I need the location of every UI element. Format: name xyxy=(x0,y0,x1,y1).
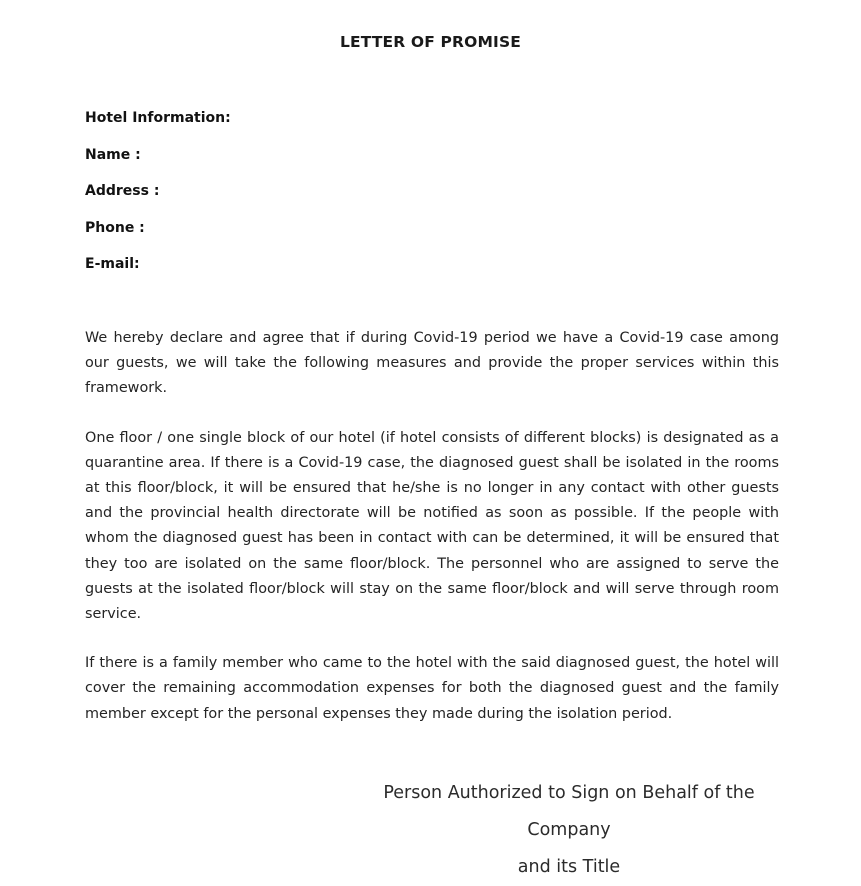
hotel-name-label: Name : xyxy=(85,146,141,163)
body-paragraph: One floor / one single block of our hotel (if hotel consists of different blocks) is designated as a quarantine area. If there is a Covid-19 case, the diagnosed guest shall be isolated in the rooms at this floor/block, it will be ensured that he/she is no longer in any contact with other guests and the provincial health directorate will be notified as soon as possible. If the people with whom the diagnosed guest has been in contact with can be determined, it will be ensured that they too are isolated on the same floor/block. The personnel who are assigned to serve the guests at the isolated floor/block will stay on the same floor/block and will serve through room service. xyxy=(85,429,779,623)
hotel-information-heading: Hotel Information: xyxy=(85,110,231,126)
hotel-phone-label: Phone : xyxy=(85,219,145,236)
body-paragraph: If there is a family member who came to the hotel with the said diagnosed guest, the hotel will cover the remaining accommodation expenses for both the diagnosed guest and the family member except for the personal expenses they made during the isolation period. xyxy=(85,655,779,722)
signature-block xyxy=(357,775,781,886)
body-paragraph: We hereby declare and agree that if during Covid-19 period we have a Covid-19 case among our guests, we will take the following measures and provide the proper services within this framework. xyxy=(85,330,779,397)
hotel-email-label: E-mail: xyxy=(85,256,140,272)
document-body xyxy=(85,326,779,727)
hotel-address-label: Address : xyxy=(85,183,160,199)
hotel-information-block xyxy=(85,109,485,292)
signature-line-title: and its Title xyxy=(517,857,621,877)
signature-line-authorized-person: Person Authorized to Sign on Behalf of the Company xyxy=(383,783,755,840)
page-title: LETTER OF PROMISE xyxy=(339,33,521,51)
